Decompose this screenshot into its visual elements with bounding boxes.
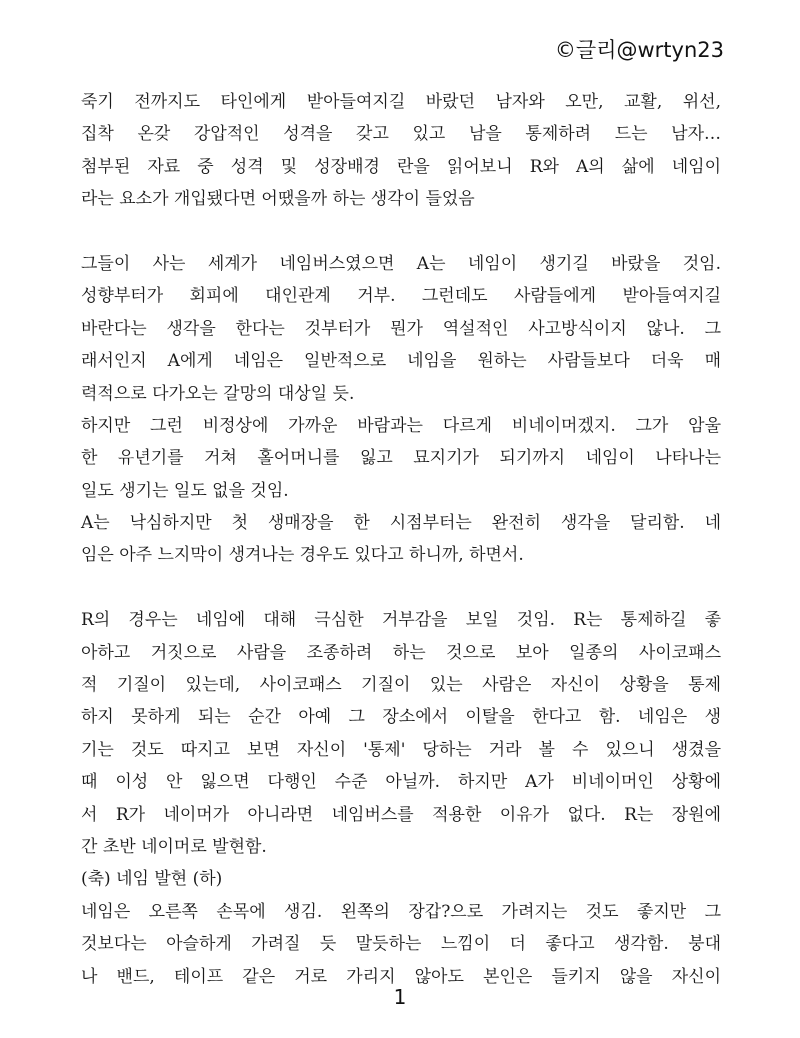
text-line: 하지만 그런 비정상에 가까운 바람과는 다르게 비네이머겠지. 그가 암울 (81, 415, 721, 436)
text-line: 기는 것도 따지고 보면 자신이 '통제' 당하는 거라 볼 수 있으니 생겼을 (81, 739, 721, 760)
text-line: 서 R가 네이머가 아니라면 네임버스를 적용한 이유가 없다. R는 장원에 (81, 804, 721, 825)
text-line: 그들이 사는 세계가 네임버스였으면 A는 네임이 생기길 바랐을 것임. (81, 253, 721, 274)
text-line: R의 경우는 네임에 대해 극심한 거부감을 보일 것임. R는 통제하길 좋 (81, 610, 721, 631)
text-line: 아하고 거짓으로 사람을 조종하려 하는 것으로 보아 일종의 사이코패스 (81, 642, 721, 663)
text-line: 하지 못하게 되는 순간 아예 그 장소에서 이탈을 한다고 함. 네임은 생 (81, 707, 721, 728)
text-line: 때 이성 안 잃으면 다행인 수준 아닐까. 하지만 A가 비네이머인 상황에 (81, 772, 721, 793)
text-line: 한 유년기를 거쳐 홀어머니를 잃고 묘지기가 되기까지 네임이 나타나는 (81, 448, 721, 469)
text-line: 집착 온갖 강압적인 성격을 갖고 있고 남을 통제하려 드는 남자… (81, 124, 721, 145)
author-watermark: ©글리@wrtyn23 (554, 38, 724, 62)
text-line: 간 초반 네이머로 발현함. (81, 836, 267, 857)
section-heading: (축) 네임 발현 (하) (81, 869, 223, 890)
paragraph-spacer (81, 572, 721, 604)
text-line: 것보다는 아슬하게 가려질 듯 말듯하는 느낌이 더 좋다고 생각함. 붕대 (81, 934, 721, 955)
text-line: 적 기질이 있는데, 사이코패스 기질이 있는 사람은 자신이 상황을 통제 (81, 675, 721, 696)
text-line: 나 밴드, 테이프 같은 거로 가리지 않아도 본인은 들키지 않을 자신이 (81, 966, 721, 987)
text-line: 바란다는 생각을 한다는 것부터가 뭔가 역설적인 사고방식이지 않나. 그 (81, 318, 721, 339)
text-line: 일도 생기는 일도 없을 것임. (81, 480, 289, 501)
text-line: 성향부터가 회피에 대인관계 거부. 그런데도 사람들에게 받아들여지길 (81, 286, 721, 307)
text-line: 첨부된 자료 중 성격 및 성장배경 란을 읽어보니 R와 A의 삶에 네임이 (81, 156, 721, 177)
text-line: 력적으로 다가오는 갈망의 대상일 듯. (81, 383, 355, 404)
text-line: 네임은 오른쪽 손목에 생김. 왼쪽의 장갑?으로 가려지는 것도 좋지만 그 (81, 901, 721, 922)
text-line: 라는 요소가 개입됐다면 어땠을까 하는 생각이 들었음 (81, 189, 475, 210)
text-line: 임은 아주 느지막이 생겨나는 경우도 있다고 하니까, 하면서. (81, 545, 524, 566)
document-body (81, 86, 721, 993)
page-number: 1 (393, 985, 407, 1009)
text-line: 래서인지 A에게 네임은 일반적으로 네임을 원하는 사람들보다 더욱 매 (81, 351, 721, 372)
paragraph-spacer (81, 216, 721, 248)
text-line: 죽기 전까지도 타인에게 받아들여지길 바랐던 남자와 오만, 교활, 위선, (81, 92, 721, 112)
text-line: A는 낙심하지만 첫 생매장을 한 시점부터는 완전히 생각을 달리함. 네 (81, 513, 721, 534)
